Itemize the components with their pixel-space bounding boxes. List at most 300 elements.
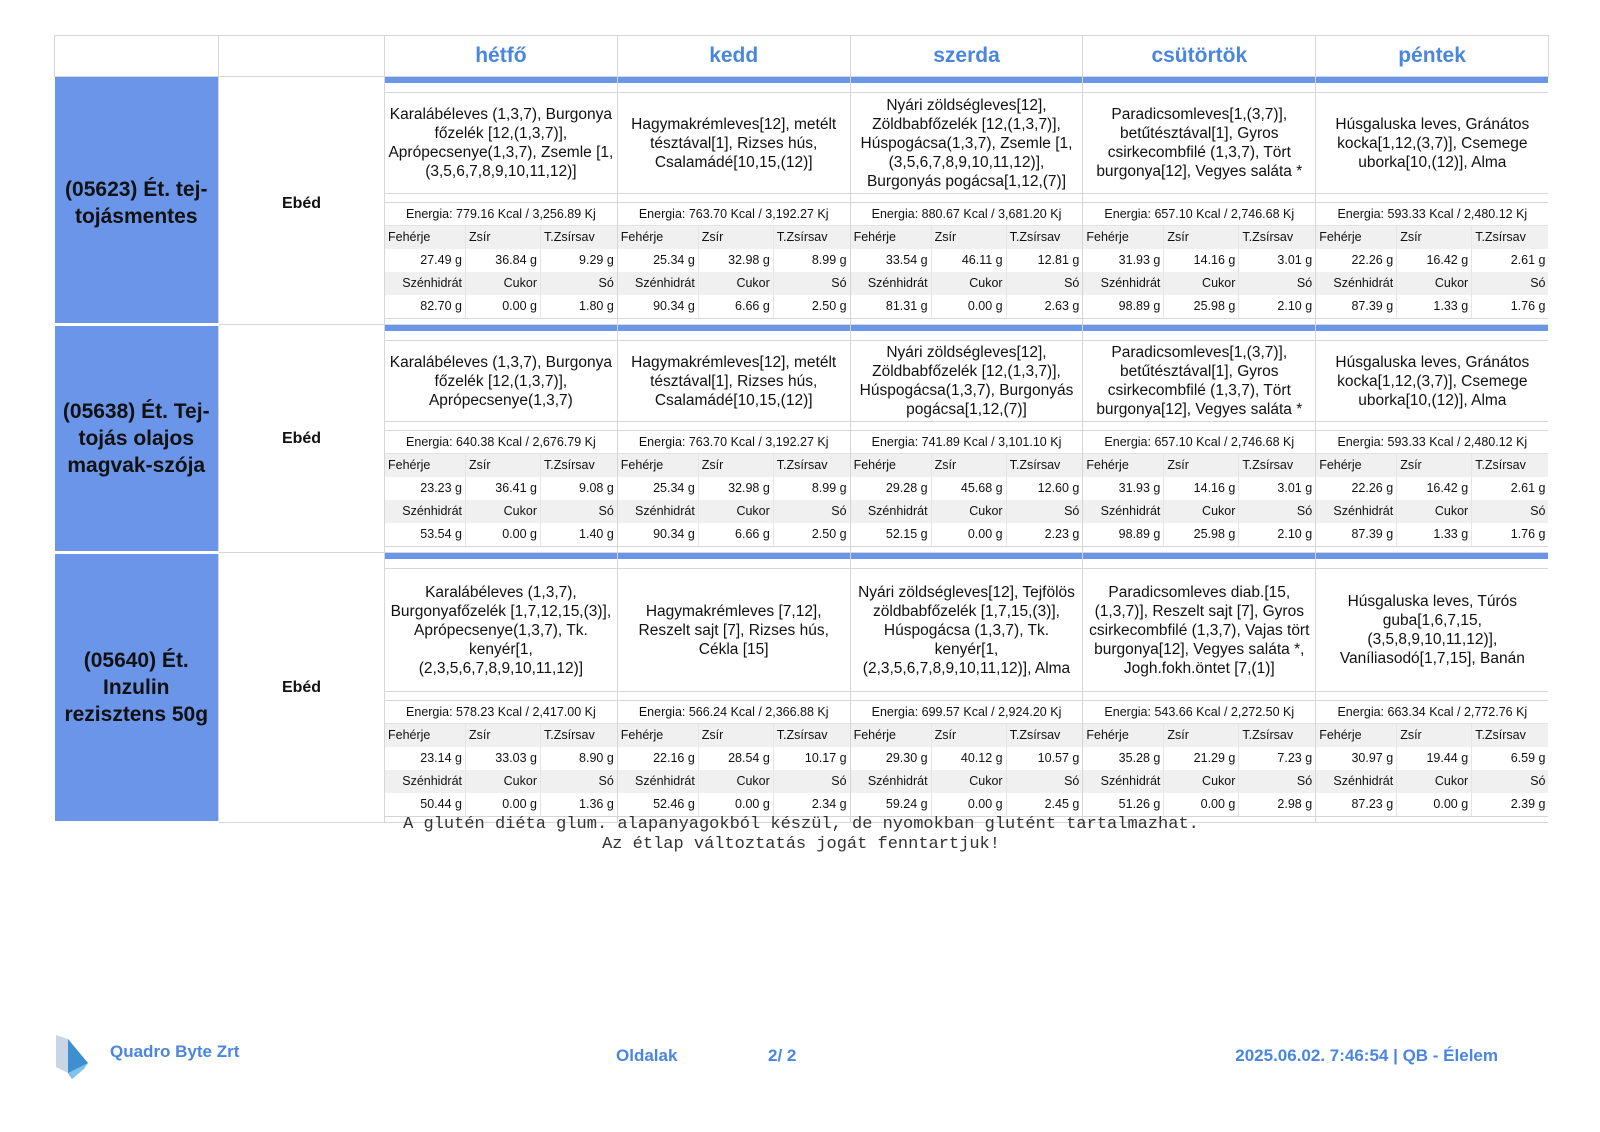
nutrient-values: [385, 747, 617, 770]
cell-gap: [618, 692, 850, 701]
energy-value: Energia: 593.33 Kcal / 2,480.12 Kj: [1316, 431, 1548, 454]
cell-gap: [618, 422, 850, 431]
carbohydrate-value: 50.44 g: [385, 793, 466, 816]
saturated-fat-label: T.Zsírsav: [1009, 458, 1061, 472]
nutrient-labels: [385, 500, 617, 523]
salt-value: 1.76 g: [1510, 527, 1546, 541]
menu-cell-block: [851, 553, 1083, 822]
carbohydrate-label: Szénhidrát: [1083, 500, 1164, 523]
fat-value: 33.03 g: [466, 747, 541, 770]
nutrient-labels: [385, 724, 617, 747]
menu-cell: [617, 325, 850, 553]
cell-gap: [851, 559, 1083, 569]
nutrient-labels: [385, 272, 617, 295]
carbohydrate-value: 98.89 g: [1083, 295, 1164, 318]
day-header-wednesday: szerda: [850, 36, 1083, 77]
sugar-label: Cukor: [699, 272, 774, 295]
page-number: 2/ 2: [768, 1046, 797, 1065]
nutrient-values: [851, 295, 1083, 318]
fat-label: Zsír: [1397, 226, 1472, 249]
menu-cell: [1316, 553, 1549, 823]
fat-label: Zsír: [1397, 454, 1472, 477]
salt-label: Só: [1296, 504, 1313, 518]
saturated-fat-label: T.Zsírsav: [1475, 458, 1526, 472]
cell-gap: [618, 194, 850, 203]
cell-bottom: [385, 546, 617, 552]
cell-gap: [851, 194, 1083, 203]
protein-value: 27.49 g: [385, 249, 466, 272]
sugar-value: 6.66 g: [699, 295, 774, 318]
sugar-value: 0.00 g: [1397, 793, 1472, 816]
saturated-fat-value: 7.23 g: [1277, 751, 1313, 765]
carbohydrate-value: 81.31 g: [851, 295, 932, 318]
fat-value: 32.98 g: [699, 249, 774, 272]
saturated-fat-label: T.Zsírsav: [776, 230, 828, 244]
energy-value: Energia: 566.24 Kcal / 2,366.88 Kj: [618, 701, 850, 724]
energy-value: Energia: 663.34 Kcal / 2,772.76 Kj: [1316, 701, 1548, 724]
diet-name: (05640) Ét. Inzulin rezisztens 50g: [55, 553, 219, 823]
header-blank-diet: [55, 36, 219, 77]
cell-gap: [1083, 83, 1315, 93]
menu-cell: [1083, 83, 1316, 325]
saturated-fat-label: T.Zsírsav: [544, 458, 595, 472]
protein-value: 31.93 g: [1083, 249, 1164, 272]
salt-value: 2.98 g: [1277, 797, 1313, 811]
sugar-label: Cukor: [466, 770, 541, 793]
nutrient-labels: [385, 226, 617, 249]
menu-cell-block: [1316, 325, 1548, 552]
nutrient-values: [385, 477, 617, 500]
energy-value: Energia: 657.10 Kcal / 2,746.68 Kj: [1083, 431, 1315, 454]
protein-label: Fehérje: [1316, 454, 1397, 477]
saturated-fat-label: T.Zsírsav: [544, 230, 595, 244]
fat-value: 28.54 g: [699, 747, 774, 770]
energy-value: Energia: 640.38 Kcal / 2,676.79 Kj: [385, 431, 617, 454]
dish-description: Paradicsomleves[1,(3,7)], betűtésztával[1], Gyros csirkecombfilé (1,3,7), Tört burgonya[12], Vegyes saláta *: [1083, 93, 1315, 194]
energy-value: Energia: 763.70 Kcal / 3,192.27 Kj: [618, 431, 850, 454]
carbohydrate-label: Szénhidrát: [618, 272, 699, 295]
sugar-value: 0.00 g: [466, 295, 541, 318]
nutrient-values: [618, 295, 850, 318]
carbohydrate-label: Szénhidrát: [1083, 770, 1164, 793]
salt-label: Só: [1530, 276, 1546, 290]
cell-gap: [851, 83, 1083, 93]
sugar-label: Cukor: [699, 770, 774, 793]
salt-value: 2.50 g: [811, 299, 847, 313]
cell-gap: [1083, 559, 1315, 569]
salt-label: Só: [1530, 774, 1546, 788]
salt-value: 2.10 g: [1277, 299, 1313, 313]
carbohydrate-label: Szénhidrát: [1316, 272, 1397, 295]
nutrient-values: [618, 477, 850, 500]
protein-value: 22.16 g: [618, 747, 699, 770]
menu-cell-block: [851, 83, 1083, 324]
carbohydrate-label: Szénhidrát: [851, 272, 932, 295]
sugar-value: 0.00 g: [932, 523, 1007, 546]
cell-bottom: [1083, 318, 1315, 324]
energy-value: Energia: 657.10 Kcal / 2,746.68 Kj: [1083, 203, 1315, 226]
sugar-value: 1.33 g: [1397, 295, 1472, 318]
energy-value: Energia: 699.57 Kcal / 2,924.20 Kj: [851, 701, 1083, 724]
nutrient-values: [1083, 477, 1315, 500]
nutrient-labels: [1316, 770, 1548, 793]
saturated-fat-label: T.Zsírsav: [776, 728, 828, 742]
menu-cell: [850, 325, 1083, 553]
nutrient-values: [851, 249, 1083, 272]
company-name: Quadro Byte Zrt: [110, 1042, 240, 1061]
protein-value: 35.28 g: [1083, 747, 1164, 770]
menu-table: [54, 35, 1549, 824]
dish-description: Húsgaluska leves, Gránátos kocka[1,12,(3,7)], Csemege uborka[10,(12)], Alma: [1316, 93, 1548, 194]
cell-gap: [1316, 194, 1548, 203]
header-blank-meal: [219, 36, 385, 77]
saturated-fat-label: T.Zsírsav: [544, 728, 595, 742]
cell-gap: [1083, 692, 1315, 701]
nutrient-values: [851, 477, 1083, 500]
protein-label: Fehérje: [385, 226, 466, 249]
carbohydrate-label: Szénhidrát: [1083, 272, 1164, 295]
cell-gap: [1083, 194, 1315, 203]
protein-label: Fehérje: [851, 226, 932, 249]
cell-bottom: [1083, 546, 1315, 552]
nutrient-values: [851, 793, 1083, 816]
nutrient-values: [1316, 249, 1548, 272]
saturated-fat-label: T.Zsírsav: [1009, 230, 1061, 244]
nutrient-values: [851, 523, 1083, 546]
sugar-value: 0.00 g: [699, 793, 774, 816]
cell-gap: [385, 422, 617, 431]
salt-label: Só: [598, 276, 614, 290]
menu-cell-block: [385, 325, 617, 552]
cell-bottom: [618, 318, 850, 324]
cell-bottom: [618, 546, 850, 552]
saturated-fat-value: 2.61 g: [1510, 253, 1546, 267]
nutrient-values: [385, 249, 617, 272]
fat-value: 16.42 g: [1397, 477, 1472, 500]
carbohydrate-label: Szénhidrát: [385, 770, 466, 793]
fat-value: 45.68 g: [932, 477, 1007, 500]
salt-label: Só: [1530, 504, 1546, 518]
menu-cell-block: [385, 553, 617, 822]
protein-value: 25.34 g: [618, 249, 699, 272]
energy-value: Energia: 763.70 Kcal / 3,192.27 Kj: [618, 203, 850, 226]
nutrient-values: [1316, 477, 1548, 500]
cell-gap: [618, 331, 850, 341]
sugar-label: Cukor: [932, 500, 1007, 523]
menu-cell: [617, 83, 850, 325]
carbohydrate-label: Szénhidrát: [618, 500, 699, 523]
diet-name: (05638) Ét. Tej-tojás olajos magvak-szója: [55, 325, 219, 553]
sugar-label: Cukor: [1397, 272, 1472, 295]
nutrient-labels: [385, 770, 617, 793]
sugar-label: Cukor: [1164, 272, 1239, 295]
cell-gap: [618, 83, 850, 93]
protein-label: Fehérje: [1083, 454, 1164, 477]
sugar-value: 0.00 g: [932, 793, 1007, 816]
fat-label: Zsír: [466, 226, 541, 249]
fat-label: Zsír: [932, 226, 1007, 249]
menu-cell-block: [618, 83, 850, 324]
energy-value: Energia: 593.33 Kcal / 2,480.12 Kj: [1316, 203, 1548, 226]
menu-cell-block: [1316, 553, 1548, 822]
day-header-tuesday: kedd: [617, 36, 850, 77]
saturated-fat-label: T.Zsírsav: [1242, 458, 1294, 472]
menu-cell-block: [1083, 83, 1315, 324]
nutrient-labels: [618, 272, 850, 295]
protein-value: 22.26 g: [1316, 249, 1397, 272]
sugar-value: 25.98 g: [1164, 295, 1239, 318]
cell-gap: [1083, 331, 1315, 341]
carbohydrate-value: 82.70 g: [385, 295, 466, 318]
menu-cell: [1083, 553, 1316, 823]
fat-label: Zsír: [466, 724, 541, 747]
sugar-value: 0.00 g: [932, 295, 1007, 318]
diet-name: (05623) Ét. tej-tojásmentes: [55, 83, 219, 325]
diet-row: [55, 325, 1549, 553]
energy-value: Energia: 741.89 Kcal / 3,101.10 Kj: [851, 431, 1083, 454]
nutrient-labels: [851, 724, 1083, 747]
menu-cell-block: [1083, 325, 1315, 552]
salt-value: 2.34 g: [811, 797, 847, 811]
fat-value: 14.16 g: [1164, 249, 1239, 272]
saturated-fat-label: T.Zsírsav: [1475, 728, 1526, 742]
sugar-label: Cukor: [932, 770, 1007, 793]
cell-gap: [618, 559, 850, 569]
menu-cell: [1083, 325, 1316, 553]
menu-cell-block: [851, 325, 1083, 552]
dish-description: Karalábéleves (1,3,7), Burgonya főzelék [12,(1,3,7)], Aprópecsenye(1,3,7): [385, 341, 617, 422]
saturated-fat-label: T.Zsírsav: [1009, 728, 1061, 742]
nutrient-labels: [851, 272, 1083, 295]
menu-cell: [385, 83, 618, 325]
salt-label: Só: [598, 774, 614, 788]
nutrient-labels: [618, 724, 850, 747]
cell-gap: [851, 331, 1083, 341]
fat-label: Zsír: [932, 724, 1007, 747]
protein-label: Fehérje: [385, 454, 466, 477]
saturated-fat-value: 12.81 g: [1037, 253, 1080, 267]
salt-value: 1.36 g: [579, 797, 614, 811]
cell-gap: [385, 692, 617, 701]
cell-gap: [1316, 422, 1548, 431]
menu-cell: [1316, 325, 1549, 553]
fat-label: Zsír: [1164, 226, 1239, 249]
cell-gap: [385, 559, 617, 569]
fat-label: Zsír: [1164, 454, 1239, 477]
nutrient-values: [385, 523, 617, 546]
dish-description: Nyári zöldségleves[12], Zöldbabfőzelék [12,(1,3,7)], Húspogácsa(1,3,7), Burgonyás pogácsa[1,12,(7)]: [851, 341, 1083, 422]
fat-value: 32.98 g: [699, 477, 774, 500]
menu-cell-block: [618, 553, 850, 822]
carbohydrate-value: 59.24 g: [851, 793, 932, 816]
salt-value: 2.45 g: [1044, 797, 1080, 811]
diet-row: [55, 83, 1549, 325]
saturated-fat-value: 12.60 g: [1037, 481, 1080, 495]
sugar-label: Cukor: [466, 500, 541, 523]
dish-description: Hagymakrémleves[12], metélt tésztával[1], Rizses hús, Csalamádé[10,15,(12)]: [618, 341, 850, 422]
protein-label: Fehérje: [851, 454, 932, 477]
energy-value: Energia: 543.66 Kcal / 2,272.50 Kj: [1083, 701, 1315, 724]
nutrient-labels: [851, 226, 1083, 249]
sugar-label: Cukor: [699, 500, 774, 523]
dish-description: Karalábéleves (1,3,7), Burgonya főzelék [12,(1,3,7)], Aprópecsenye(1,3,7), Zsemle [1,(3,5,6,7,8,9,10,11,12)]: [385, 93, 617, 194]
protein-value: 23.23 g: [385, 477, 466, 500]
cell-gap: [385, 331, 617, 341]
menu-cell-block: [1316, 83, 1548, 324]
fat-label: Zsír: [932, 454, 1007, 477]
fat-value: 46.11 g: [932, 249, 1007, 272]
carbohydrate-value: 87.23 g: [1316, 793, 1397, 816]
saturated-fat-label: T.Zsírsav: [1242, 230, 1294, 244]
page-footer: [0, 1030, 1600, 1090]
sugar-value: 25.98 g: [1164, 523, 1239, 546]
nutrient-labels: [1083, 272, 1315, 295]
salt-value: 2.10 g: [1277, 527, 1313, 541]
carbohydrate-value: 51.26 g: [1083, 793, 1164, 816]
nutrient-labels: [618, 454, 850, 477]
nutrient-labels: [618, 770, 850, 793]
day-header-row: [55, 36, 1549, 77]
carbohydrate-label: Szénhidrát: [385, 272, 466, 295]
nutrient-labels: [851, 454, 1083, 477]
nutrient-labels: [385, 454, 617, 477]
salt-label: Só: [1064, 774, 1080, 788]
cell-gap: [1316, 331, 1548, 341]
cell-gap: [851, 422, 1083, 431]
menu-cell: [850, 553, 1083, 823]
fat-label: Zsír: [699, 454, 774, 477]
saturated-fat-value: 3.01 g: [1277, 253, 1313, 267]
nutrient-values: [618, 747, 850, 770]
carbohydrate-value: 52.15 g: [851, 523, 932, 546]
salt-value: 2.23 g: [1044, 527, 1080, 541]
nutrient-labels: [1083, 454, 1315, 477]
menu-cell: [385, 553, 618, 823]
menu-cell: [1316, 83, 1549, 325]
salt-label: Só: [598, 504, 614, 518]
sugar-label: Cukor: [466, 272, 541, 295]
dish-description: Nyári zöldségleves[12], Tejfölös zöldbabfőzelék [1,7,15,(3)], Húspogácsa (1,3,7), Tk. kenyér[1,(2,3,5,6,7,8,9,10,11,12)], Alma: [851, 569, 1083, 692]
fat-value: 14.16 g: [1164, 477, 1239, 500]
salt-label: Só: [1064, 276, 1080, 290]
day-header-monday: hétfő: [385, 36, 618, 77]
nutrient-values: [1316, 793, 1548, 816]
nutrient-values: [618, 249, 850, 272]
protein-value: 25.34 g: [618, 477, 699, 500]
salt-value: 2.50 g: [811, 527, 847, 541]
protein-label: Fehérje: [1083, 724, 1164, 747]
saturated-fat-value: 10.57 g: [1037, 751, 1080, 765]
sugar-value: 1.33 g: [1397, 523, 1472, 546]
nutrient-labels: [1083, 500, 1315, 523]
quadro-byte-logo-icon: [54, 1033, 90, 1083]
protein-label: Fehérje: [851, 724, 932, 747]
protein-label: Fehérje: [1316, 226, 1397, 249]
carbohydrate-value: 53.54 g: [385, 523, 466, 546]
nutrient-labels: [1316, 500, 1548, 523]
carbohydrate-label: Szénhidrát: [851, 770, 932, 793]
day-header-thursday: csütörtök: [1083, 36, 1316, 77]
carbohydrate-value: 87.39 g: [1316, 295, 1397, 318]
fat-label: Zsír: [1397, 724, 1472, 747]
protein-label: Fehérje: [618, 724, 699, 747]
sugar-label: Cukor: [1397, 770, 1472, 793]
dish-description: Hagymakrémleves [7,12], Reszelt sajt [7], Rizses hús, Cékla [15]: [618, 569, 850, 692]
meal-type: Ebéd: [219, 83, 385, 325]
protein-label: Fehérje: [618, 454, 699, 477]
sugar-label: Cukor: [932, 272, 1007, 295]
carbohydrate-value: 52.46 g: [618, 793, 699, 816]
nutrient-labels: [1316, 226, 1548, 249]
nutrient-values: [1083, 249, 1315, 272]
cell-bottom: [1316, 546, 1548, 552]
salt-value: 2.63 g: [1044, 299, 1080, 313]
carbohydrate-label: Szénhidrát: [618, 770, 699, 793]
saturated-fat-value: 9.08 g: [579, 481, 614, 495]
diet-row: [55, 553, 1549, 823]
saturated-fat-label: T.Zsírsav: [1242, 728, 1294, 742]
menu-cell: [850, 83, 1083, 325]
cell-bottom: [1316, 318, 1548, 324]
saturated-fat-label: T.Zsírsav: [1475, 230, 1526, 244]
saturated-fat-value: 10.17 g: [804, 751, 847, 765]
fat-label: Zsír: [699, 724, 774, 747]
carbohydrate-value: 90.34 g: [618, 523, 699, 546]
nutrient-values: [1083, 747, 1315, 770]
salt-label: Só: [831, 774, 847, 788]
saturated-fat-value: 8.99 g: [811, 253, 847, 267]
protein-value: 30.97 g: [1316, 747, 1397, 770]
footnote: [54, 815, 1548, 855]
energy-value: Energia: 779.16 Kcal / 3,256.89 Kj: [385, 203, 617, 226]
salt-label: Só: [1296, 774, 1313, 788]
fat-value: 19.44 g: [1397, 747, 1472, 770]
cell-gap: [385, 83, 617, 93]
dish-description: Húsgaluska leves, Túrós guba[1,6,7,15,(3,5,8,9,10,11,12)], Vaníliasodó[1,7,15], Banán: [1316, 569, 1548, 692]
dish-description: Paradicsomleves[1,(3,7)], betűtésztával[1], Gyros csirkecombfilé (1,3,7), Tört burgonya[12], Vegyes saláta *: [1083, 341, 1315, 422]
nutrient-labels: [851, 770, 1083, 793]
nutrient-values: [1083, 295, 1315, 318]
salt-value: 1.80 g: [579, 299, 614, 313]
dish-description: Karalábéleves (1,3,7), Burgonyafőzelék [1,7,12,15,(3)], Aprópecsenye(1,3,7), Tk. kenyér[1,(2,3,5,6,7,8,9,10,11,12)]: [385, 569, 617, 692]
protein-label: Fehérje: [1083, 226, 1164, 249]
sugar-label: Cukor: [1164, 770, 1239, 793]
saturated-fat-value: 3.01 g: [1277, 481, 1313, 495]
nutrient-labels: [618, 500, 850, 523]
meal-type: Ebéd: [219, 553, 385, 823]
nutrient-labels: [1083, 226, 1315, 249]
saturated-fat-value: 6.59 g: [1510, 751, 1546, 765]
energy-value: Energia: 880.67 Kcal / 3,681.20 Kj: [851, 203, 1083, 226]
salt-label: Só: [831, 276, 847, 290]
saturated-fat-value: 9.29 g: [579, 253, 614, 267]
fat-label: Zsír: [1164, 724, 1239, 747]
nutrient-values: [1316, 747, 1548, 770]
cell-gap: [1316, 692, 1548, 701]
meal-type: Ebéd: [219, 325, 385, 553]
protein-value: 22.26 g: [1316, 477, 1397, 500]
sugar-label: Cukor: [1397, 500, 1472, 523]
salt-label: Só: [1064, 504, 1080, 518]
protein-value: 23.14 g: [385, 747, 466, 770]
nutrient-values: [1316, 295, 1548, 318]
sugar-value: 0.00 g: [466, 793, 541, 816]
carbohydrate-label: Szénhidrát: [385, 500, 466, 523]
cell-gap: [1316, 559, 1548, 569]
nutrient-labels: [1316, 454, 1548, 477]
nutrient-labels: [851, 500, 1083, 523]
footnote-gluten: A glutén diéta glum. alapanyagokból készül, de nyomokban glutént tartalmazhat.: [403, 815, 1199, 834]
